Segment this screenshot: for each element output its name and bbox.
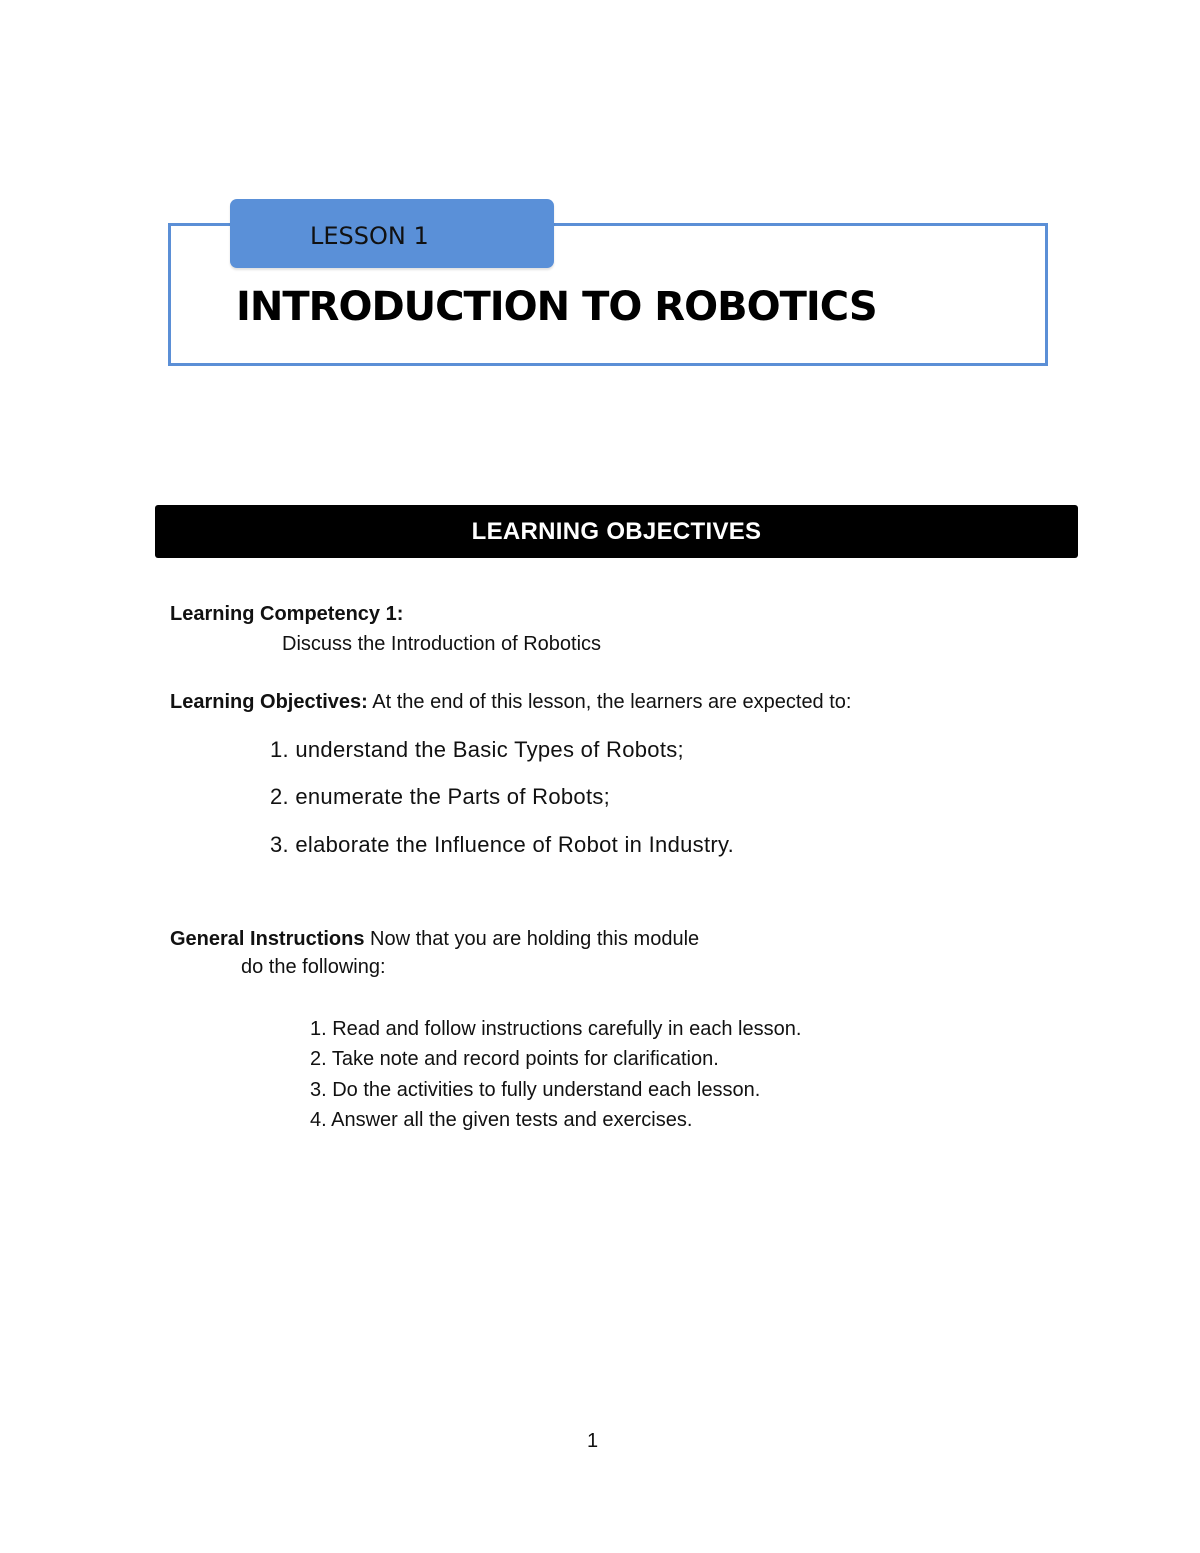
- instruction-item: 3. Do the activities to fully understand each lesson.: [310, 1079, 761, 1101]
- objective-item: 1. understand the Basic Types of Robots;: [270, 737, 684, 762]
- instructions-intro: Now that you are holding this module: [364, 928, 700, 950]
- instructions-line: [170, 928, 699, 951]
- objective-item: 3. elaborate the Influence of Robot in Industry.: [270, 832, 735, 857]
- competency-line: [170, 603, 403, 626]
- objectives-label: Learning Objectives:: [170, 691, 368, 713]
- page-number: 1: [587, 1430, 599, 1452]
- instruction-item: 4. Answer all the given tests and exercises.: [310, 1109, 693, 1131]
- instructions-intro-continued: do the following:: [241, 956, 386, 978]
- instruction-item: 1. Read and follow instructions carefully in each lesson.: [310, 1018, 802, 1040]
- instructions-label: General Instructions: [170, 928, 365, 950]
- lesson-tab: [230, 199, 554, 268]
- instruction-item: 2. Take note and record points for clarification.: [310, 1048, 719, 1070]
- page-title: INTRODUCTION TO ROBOTICS: [236, 284, 877, 330]
- competency-label: Learning Competency 1:: [170, 603, 404, 625]
- objectives-intro: At the end of this lesson, the learners are expected to:: [367, 691, 852, 713]
- objective-item: 2. enumerate the Parts of Robots;: [270, 784, 611, 809]
- competency-text: Discuss the Introduction of Robotics: [282, 633, 602, 655]
- lesson-label: LESSON 1: [310, 222, 429, 250]
- learning-objectives-banner: LEARNING OBJECTIVES: [155, 505, 1078, 558]
- objectives-line: [170, 691, 851, 714]
